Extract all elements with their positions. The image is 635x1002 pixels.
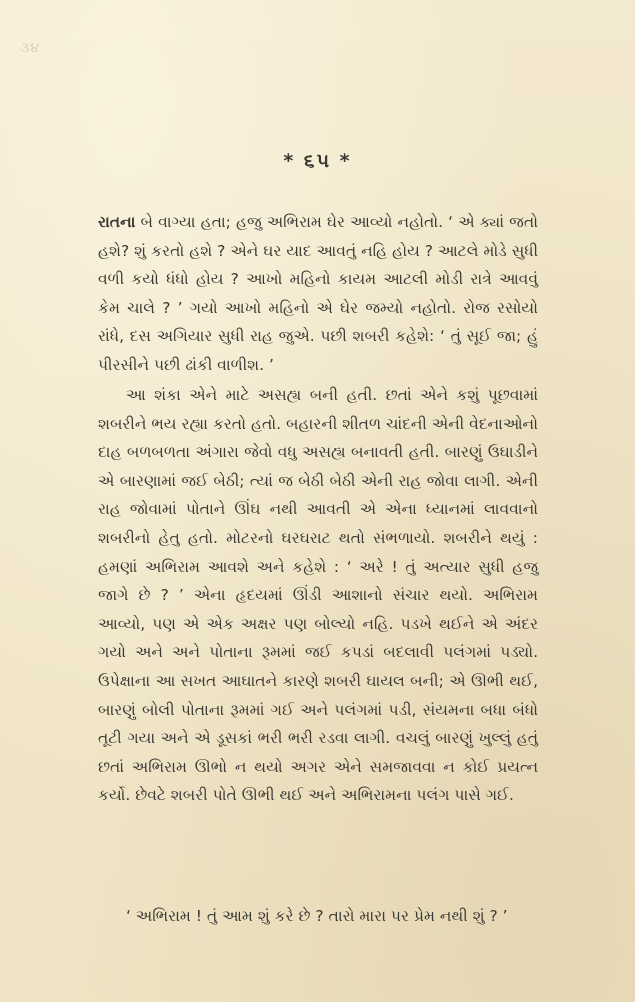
paragraph-2: આ શંકા એને માટે અસહ્ય બની હતી. છતાં એને કશું પૂછવામાં શબરીને ભય રહ્યા કરતો હતો. બહારની શીતળ ચાંદની એની વેદનાઓનો દાહ બળબળતા અંગારા જેવો વધુ અસહ્ય બનાવતી હતી. બારણું ઉઘાડીને એ બારણામાં જઈ બેઠી; ત્યાં જ બેઠી બેઠી એની રાહ જોવા લાગી. એની રાહ જોવામાં પોતાને ઊંઘ નથી આવતી એ એના ધ્યાનમાં લાવવાનો શબરીનો હેતુ હતો. મોટરનો ઘરઘરાટ થતો સંભળાયો. શબરીને થયું : હમણાં અભિરામ આવશે અને કહેશે : ‘ અરે ! તું અત્યાર સુધી હજુ જાગે છે ? ’ એના હૃદયમાં ઊંડી આશાનો સંચાર થયો. અભિરામ આવ્યો, પણ એ એક અક્ષર પણ બોલ્યો નહિ. પડખે થઈને એ અંદર ગયો અને અને પોતાના રૂમમાં જઈ કપડાં બદલાવી પલંગમાં પડ્યો. ઉપેક્ષાના આ સખત આઘાતને કારણે શબરી ઘાયલ બની; એ ઊભી થઈ, બારણું બોલી પોતાના રૂમમાં ગઈ અને પલંગમાં પડી, સંયમના બધા બંધો તૂટી ગયા અને એ ડૂસકાં ભરી ભરી રડવા લાગી. વચલું બારણું ખુલ્લું હતું છતાં અભિરામ ઊભો ન થયો અગર એને સમજાવવા ન કોઈ પ્રયત્ન કર્યો. છેવટે શબરી પોતે ઊભી થઈ અને અભિરામના પલંગ પાસે ગઈ. [98,386,538,805]
paragraph-3-dialogue: ‘ અભિરામ ! તું આમ શું કરે છે ? તારો મારા પર પ્રેમ નથી શું ? ’ [126,907,508,925]
paragraph-1 [98,208,538,380]
chapter-number-heading: * ૬૫ * [283,150,352,172]
paragraph-1-text: બે વાગ્યા હતા; હજુ અભિરામ ઘેર આવ્યો નહોતો. ‘ એ ક્યાં જતો હશે? શું કરતો હશે ? એને ઘર યાદ આવતું નહિ હોય ? આટલે મોડે સુધી વળી કયો ધંધો હોય ? આખો મહિનો કાયમ આટલી મોડી રાત્રે આવવું કેમ ચાલે ? ’ ગયો આખો મહિનો એ ઘેર જમ્યો નહોતો. રોજ રસોયો રાંધે, દસ અગિયાર સુધી રાહ જુએ. પછી શબરી કહેશે: ‘ તું સૂઈ જા; હું પીરસીને પછી ઢાંકી વાળીશ. ’ [98,213,538,374]
paragraph-1-lead-word: રાતના [98,213,136,231]
faint-page-mark: ૩૪ [20,40,41,56]
